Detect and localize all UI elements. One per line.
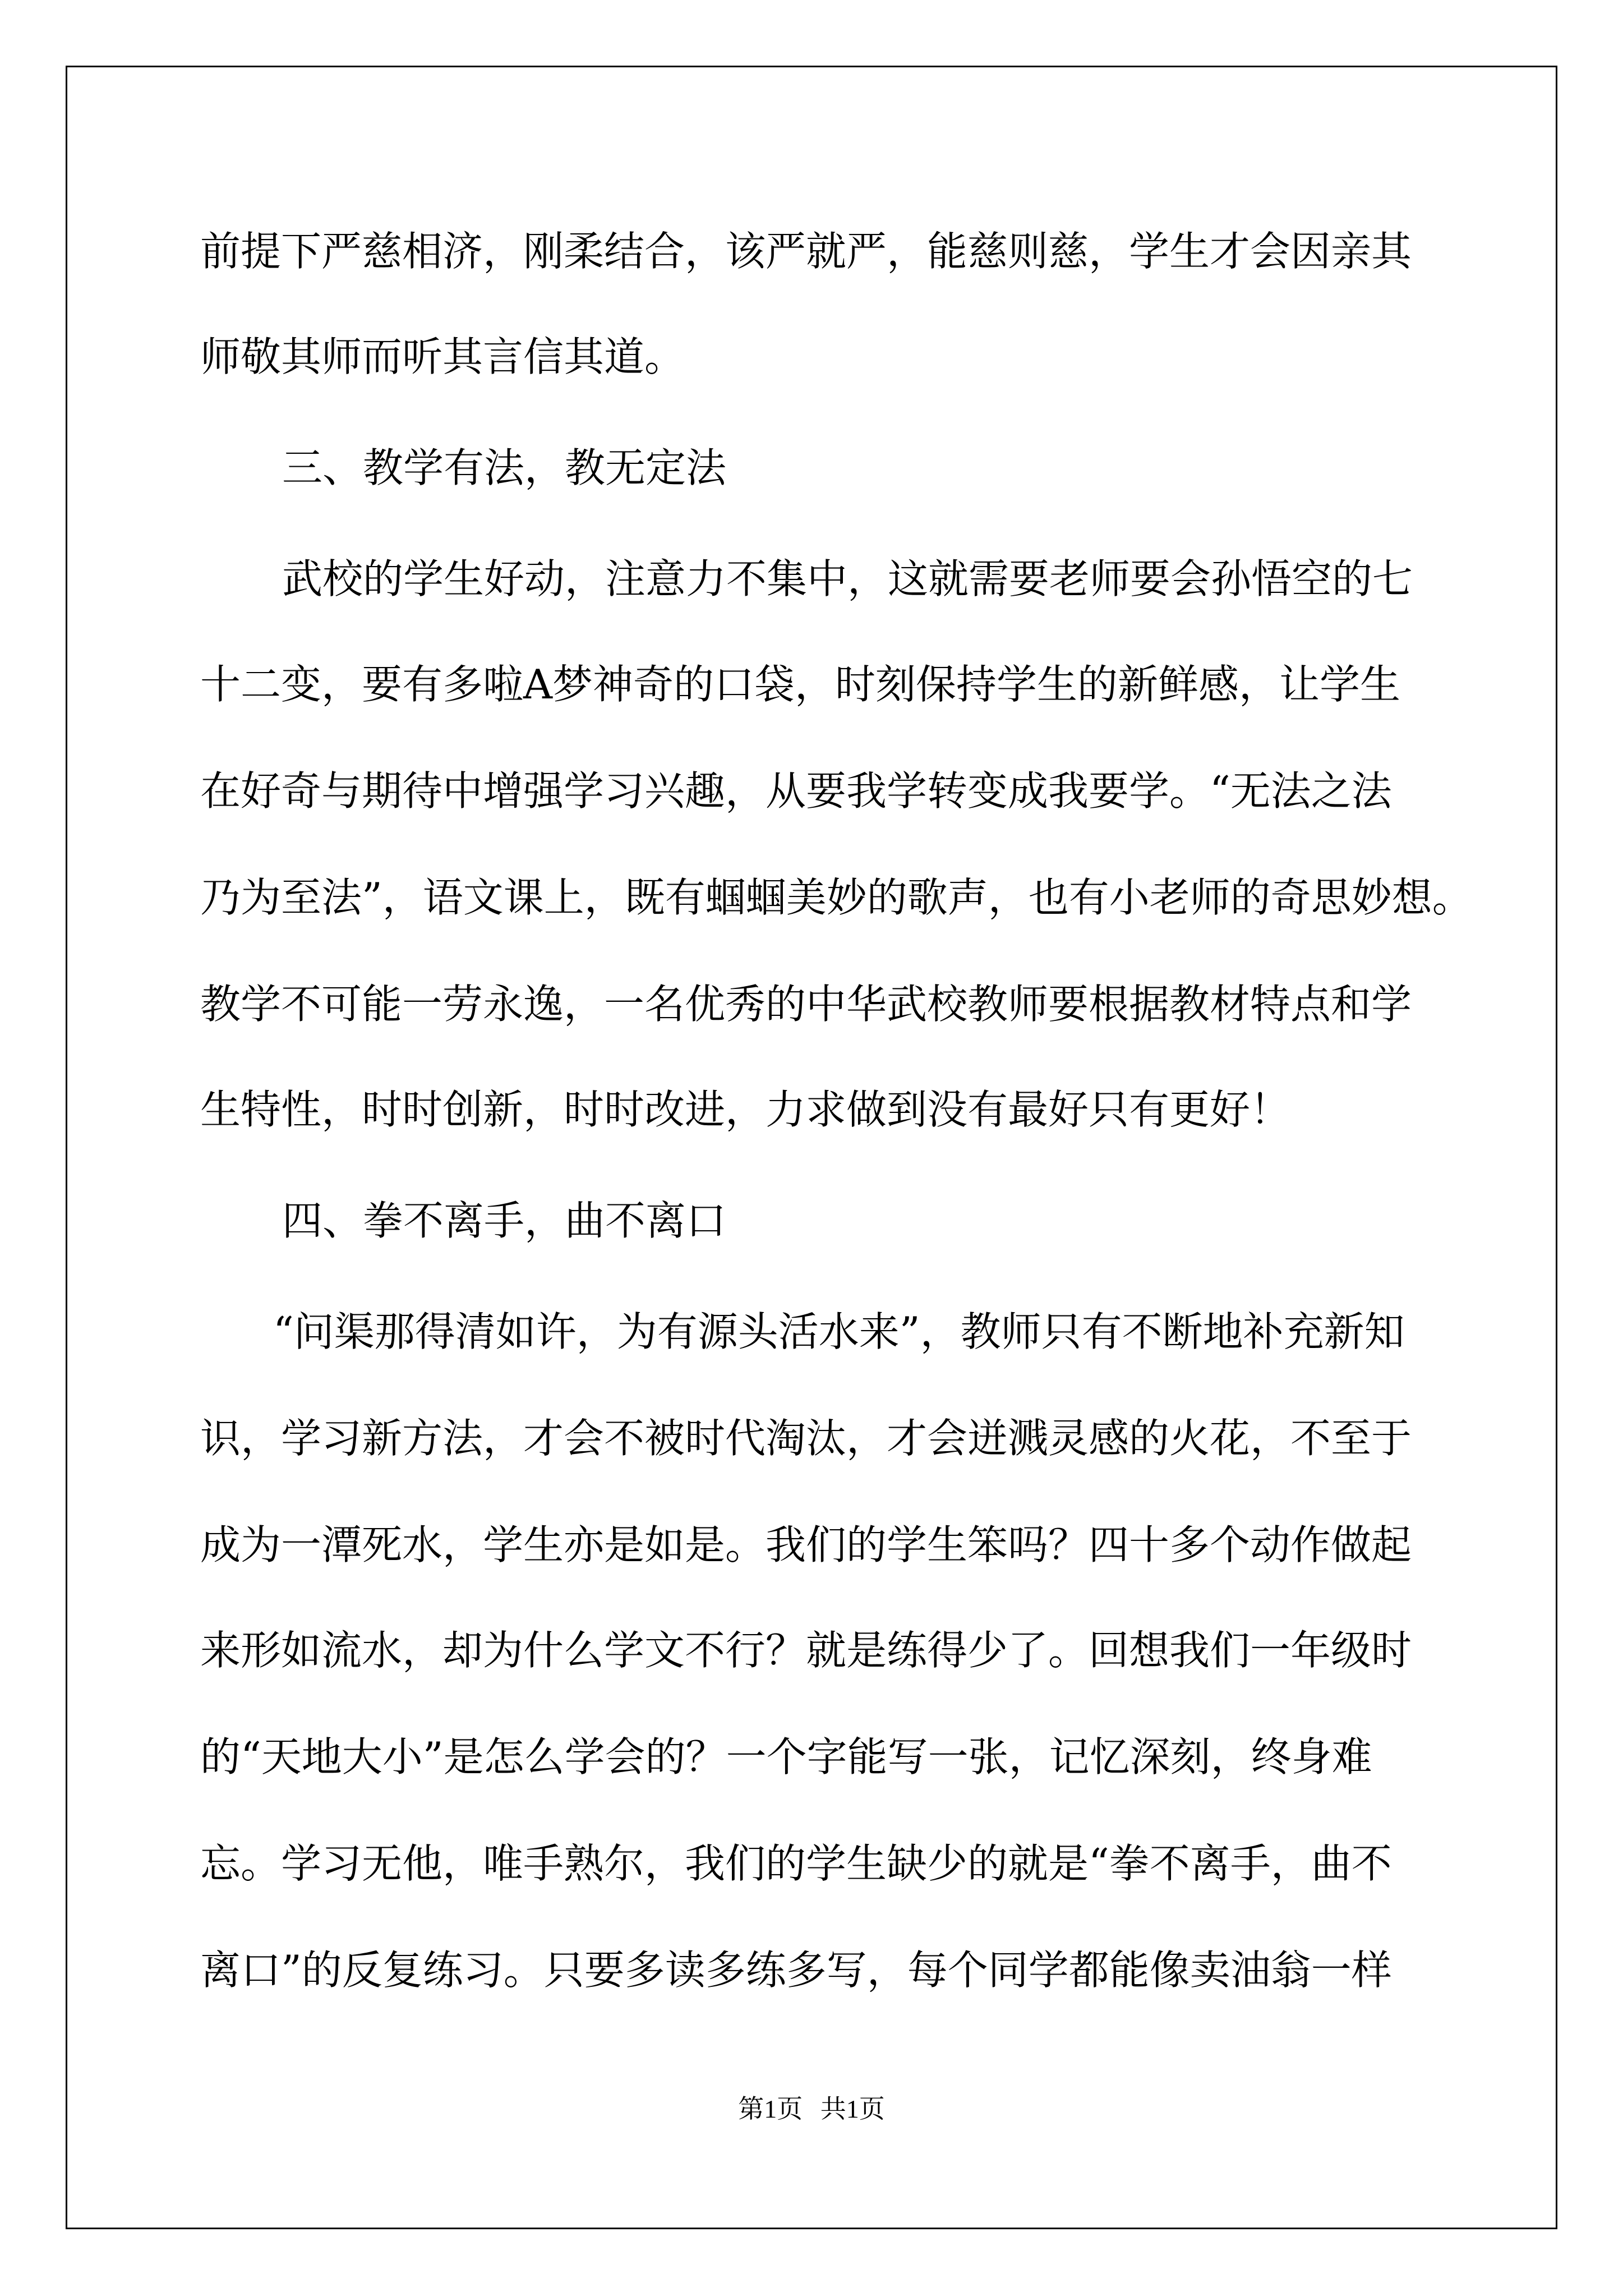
- page-number: 第1页: [738, 2095, 803, 2123]
- body-line: “问渠那得清如许，为有源头活水来”，教师只有不断地补充新知: [273, 1308, 1405, 1355]
- body-line: 在好奇与期待中增强学习兴趣，从要我学转变成我要学。“无法之法: [200, 767, 1392, 815]
- body-line: 的“天地大小”是怎么学会的？一个字能写一张，记忆深刻，终身难: [200, 1733, 1372, 1780]
- body-line: 前提下严慈相济，刚柔结合，该严就严，能慈则慈，学生才会因亲其: [200, 228, 1412, 275]
- page-total: 共1页: [820, 2095, 885, 2123]
- section-heading: 四、拳不离手，曲不离口: [282, 1197, 727, 1244]
- body-line: 成为一潭死水，学生亦是如是。我们的学生笨吗？四十多个动作做起: [200, 1521, 1412, 1568]
- body-line: 识，学习新方法，才会不被时代淘汰，才会迸溅灵感的火花，不至于: [200, 1415, 1412, 1462]
- body-line: 武校的学生好动，注意力不集中，这就需要老师要会孙悟空的七: [282, 555, 1413, 602]
- body-line: 师敬其师而听其言信其道。: [200, 333, 685, 380]
- body-line: 离口”的反复练习。只要多读多练多写，每个同学都能像卖油翁一样: [200, 1947, 1392, 1994]
- body-line: 乃为至法”，语文课上，既有蝈蝈美妙的歌声，也有小老师的奇思妙想。: [200, 874, 1473, 921]
- body-line: 来形如流水，却为什么学文不行？就是练得少了。回想我们一年级时: [200, 1627, 1412, 1674]
- page-footer: [0, 2092, 1623, 2126]
- body-line: 十二变，要有多啦A梦神奇的口袋，时刻保持学生的新鲜感，让学生: [200, 661, 1400, 708]
- body-line: 生特性，时时创新，时时改进，力求做到没有最好只有更好！: [200, 1086, 1291, 1133]
- body-line: 教学不可能一劳永逸，一名优秀的中华武校教师要根据教材特点和学: [200, 981, 1412, 1028]
- section-heading: 三、教学有法，教无定法: [282, 444, 727, 491]
- body-line: 忘。学习无他，唯手熟尔，我们的学生缺少的就是“拳不离手，曲不: [200, 1840, 1392, 1887]
